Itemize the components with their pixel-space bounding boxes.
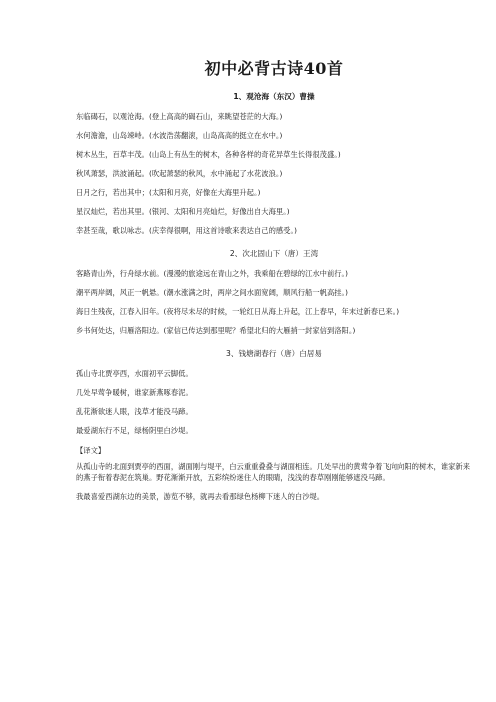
translation-paragraph: 从孤山寺的北面到贾亭的西面，湖面刚与堤平，白云重重叠叠与湖面相连。几处早出的黄莺争着飞向向阳的树木，谁家新来的燕子衔着春泥在筑巢。野花渐渐开放，五彩缤纷迷住人的眼睛，浅浅的春草刚刚能够遮没马蹄。 bbox=[76, 462, 471, 482]
poem-line: 客路青山外，行舟绿水前。(漫漫的旅途远在青山之外，我乘船在碧绿的江水中前行。) bbox=[76, 269, 349, 278]
poem-line: 最爱湖东行不足，绿杨阴里白沙堤。 bbox=[76, 426, 193, 435]
poem-line: 海日生残夜，江春入旧年。(夜将尽未尽的时候，一轮红日从海上升起，江上春早，年末过新春已来。) bbox=[76, 307, 400, 316]
document-title: 初中必背古诗40首 bbox=[204, 59, 344, 78]
poem-line: 树木丛生，百草丰茂。(山岛上有丛生的树木，各种各样的奇花异草生长得很茂盛。) bbox=[76, 150, 341, 159]
poem-line: 孤山寺北贾亭西，水面初平云脚低。 bbox=[76, 369, 193, 378]
poem-line: 潮平两岸阔，风正一帆悬。(潮水涨满之时，两岸之间水面宽阔，顺风行船一帆高挂。) bbox=[76, 288, 349, 297]
poem-heading-1: 1、观沧海（东汉）曹操 bbox=[233, 92, 315, 101]
poem-line: 几处早莺争暖树，谁家新燕啄春泥。 bbox=[76, 388, 193, 397]
poem-line: 东临碣石，以观沧海。(登上高高的碣石山，来眺望苍茫的大海。) bbox=[76, 112, 283, 121]
poem-heading-3: 3、钱塘湖春行（唐）白居易 bbox=[226, 349, 322, 358]
poem-heading-2: 2、次北固山下（唐）王湾 bbox=[229, 249, 319, 258]
poem-line: 日月之行，若出其中；(太阳和月亮，好像在大海里升起。) bbox=[76, 188, 261, 197]
poem-line: 水何澹澹，山岛竦峙。(水波浩荡翻滚，山岛高高的挺立在水中。) bbox=[76, 131, 283, 140]
translation-label: 【译文】 bbox=[76, 446, 106, 455]
translation-paragraph: 我最喜爱西湖东边的美景，游览不够，就再去看那绿色杨柳下迷人的白沙堤。 bbox=[76, 492, 325, 501]
poem-line: 乱花渐欲迷人眼，浅草才能没马蹄。 bbox=[76, 407, 193, 416]
poem-line: 幸甚至哉，歌以咏志。(庆幸得很啊，用这首诗歌来表达自己的感受。) bbox=[76, 226, 297, 235]
poem-line: 星汉灿烂，若出其里。(银河、太阳和月亮灿烂，好像出自大海里。) bbox=[76, 207, 290, 216]
poem-line: 乡书何处达，归雁洛阳边。(家信已传达到那里呢？希望北归的大雁捎一封家信到洛阳。) bbox=[76, 326, 356, 335]
poem-line: 秋风萧瑟，洪波涌起。(吹起萧瑟的秋风，水中涌起了水花波浪。) bbox=[76, 169, 283, 178]
